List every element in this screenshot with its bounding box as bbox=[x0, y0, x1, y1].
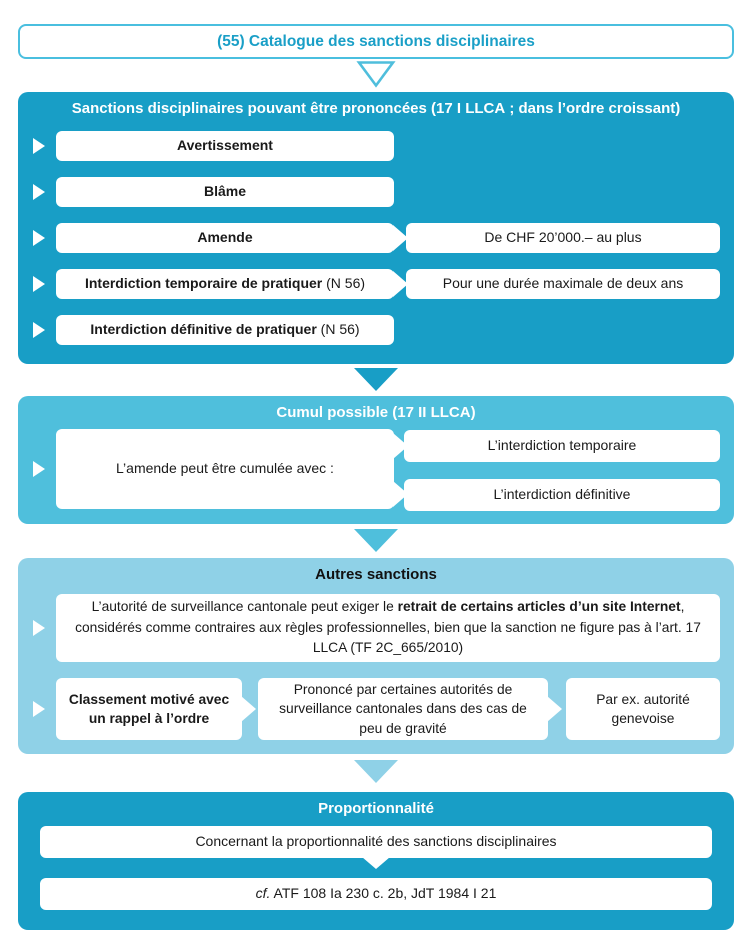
cumul-source-label: L’amende peut être cumulée avec : bbox=[116, 460, 334, 477]
down-tail-icon bbox=[362, 857, 390, 869]
sanction-box-blame bbox=[56, 177, 394, 207]
chevron-right-icon bbox=[33, 322, 45, 338]
cumul-target-box-definitive bbox=[404, 479, 720, 511]
label-regular: (N 56) bbox=[322, 275, 366, 292]
section-sanctions bbox=[18, 92, 734, 364]
prononce-label: Prononcé par certaines autorités de surveillance cantonales dans des cas de peu de gravité bbox=[279, 682, 527, 736]
exemple-label: Par ex. autorité genevoise bbox=[596, 691, 690, 726]
exemple-box bbox=[566, 678, 720, 740]
note-box-interdiction-temporaire bbox=[406, 269, 720, 299]
label-regular: (N 56) bbox=[316, 321, 360, 338]
citation-regular: ATF 108 Ia 230 c. 2b, JdT 1984 I 21 bbox=[270, 885, 497, 902]
header-regular-part: ; dans l’ordre croissant) bbox=[505, 100, 681, 117]
arrow-tip-icon bbox=[547, 696, 562, 722]
chevron-right-icon bbox=[33, 461, 45, 477]
chevron-right-icon bbox=[33, 138, 45, 154]
section-proportionnalite-header bbox=[18, 800, 734, 817]
header-bold-part: Sanctions disciplinaires pouvant être prononcées (17 I LLCA bbox=[71, 100, 506, 117]
sanction-label: Avertissement bbox=[177, 137, 273, 154]
page-title: (55) Catalogue des sanctions disciplinaires bbox=[217, 32, 535, 50]
note-label: De CHF 20’000.– au plus bbox=[484, 229, 642, 246]
chevron-right-icon bbox=[33, 230, 45, 246]
section-sanctions-header bbox=[18, 100, 734, 117]
sanction-box-interdiction-temporaire bbox=[56, 269, 394, 299]
classement-label: Classement motivé avec un rappel à l’ordre bbox=[68, 691, 230, 726]
down-arrow-icon bbox=[354, 368, 398, 391]
section-proportionnalite bbox=[18, 792, 734, 930]
header-label: Autres sanctions bbox=[315, 566, 437, 583]
jurisprudence-box bbox=[40, 878, 712, 910]
cumul-target-label: L’interdiction temporaire bbox=[487, 437, 637, 454]
chevron-right-icon bbox=[33, 701, 45, 717]
cumul-target-label: L’interdiction définitive bbox=[493, 486, 631, 503]
sanction-label bbox=[85, 274, 365, 294]
down-arrow-outline-icon bbox=[356, 60, 396, 88]
paragraph-post: , considérés comme contraires aux règles professionnelles, bien que la sanction ne figure pas à l’art. 17 LLCA (TF 2C_665/2010) bbox=[75, 599, 701, 656]
chevron-right-icon bbox=[33, 184, 45, 200]
title-box bbox=[18, 24, 734, 59]
sanction-box-amende bbox=[56, 223, 394, 253]
cumul-target-box-temporaire bbox=[404, 430, 720, 462]
chevron-right-icon bbox=[33, 620, 45, 636]
sanction-box-interdiction-definitive bbox=[56, 315, 394, 345]
prononce-box bbox=[258, 678, 548, 740]
header-label: Proportionnalité bbox=[318, 800, 434, 817]
arrow-tip-icon bbox=[241, 696, 256, 722]
sanction-label: Blâme bbox=[203, 183, 247, 200]
retrait-paragraph-box bbox=[56, 594, 720, 662]
chevron-right-icon bbox=[33, 276, 45, 292]
section-autres-header bbox=[18, 566, 734, 583]
down-arrow-icon bbox=[354, 760, 398, 783]
paragraph-bold: retrait de certains articles d’un site Internet bbox=[397, 599, 681, 615]
section-cumul-header bbox=[18, 404, 734, 421]
note-box-amende bbox=[406, 223, 720, 253]
label-bold: Interdiction temporaire de pratiquer bbox=[84, 275, 323, 292]
section-cumul bbox=[18, 396, 734, 524]
proportionnalite-box bbox=[40, 826, 712, 858]
sanction-label: Amende bbox=[197, 229, 253, 246]
down-arrow-icon bbox=[354, 529, 398, 552]
classement-box bbox=[56, 678, 242, 740]
sanction-box-avertissement bbox=[56, 131, 394, 161]
note-label: Pour une durée maximale de deux ans bbox=[442, 275, 684, 292]
label-bold: Interdiction définitive de pratiquer bbox=[90, 321, 317, 338]
proportionnalite-label: Concernant la proportionnalité des sanctions disciplinaires bbox=[195, 833, 557, 850]
paragraph-pre: L’autorité de surveillance cantonale peut exiger le bbox=[91, 599, 398, 615]
cumul-source-box bbox=[56, 429, 394, 509]
sanction-label bbox=[90, 320, 359, 340]
jurisprudence-label bbox=[256, 884, 497, 904]
section-autres-sanctions bbox=[18, 558, 734, 754]
cf-italic: cf. bbox=[255, 885, 271, 902]
retrait-paragraph bbox=[66, 597, 710, 658]
header-label: Cumul possible (17 II LLCA) bbox=[276, 404, 476, 421]
